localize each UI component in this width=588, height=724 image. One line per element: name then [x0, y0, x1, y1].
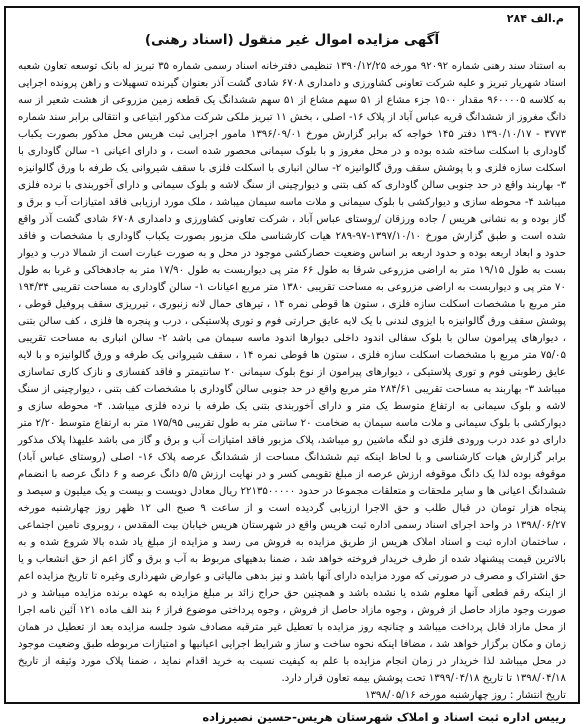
signature-line: رییس اداره ثبت اسناد و املاک شهرستان هریس-حسین نصیرزاده	[202, 710, 566, 724]
notice-frame	[4, 6, 580, 724]
publication-date: تاریخ انتشار : روز چهارشنبه مورخه ۱۳۹۸/۰۵/۱۶	[365, 690, 566, 701]
notice-body: به استناد سند رهنی شماره ۹۲۰۹۲ مورخه ۱۳۹۰/۱۲/۲۵ تنظیمی دفترخانه اسناد رسمی شماره ۳۵ تبریز له بانک توسعه تعاون شعبه استاد شهریار تبریز و علیه شرکت تعاونی کشاورزی و دامداری ۶۷۰۸ شادی گشت آذر بعنوان گیرنده تسهیلات و راهن پرونده اجرایی به کلاسه ۹۶۰۰۰۰۵ مقدار ۱۵۰۰ جزء مشاع از ۵۱ سهم مشاع از ۵۱ سهم ششدانگ یک قطعه زمین مزروعی از هشت شعیر از سه دانگ مغروز از ششدانگ قریه عباس آباد از پلاک ۱۶- اصلی ، بخش ۱۱ تبریز ملکی شرکت مذکور ابتیاعی و انتقالی برابر سند شماره ۳۷۷۳ - ۱۳۹۰/۱۰/۱۷ دفتر ۱۴۵ خواجه که برابر گزارش مورخ ۱۳۹۶/۰۹/۰۱ مامور اجرایی ثبت هریس محل مذکور بصورت یکباب گاوداری با اسکلت ساخته شده بوده و در محل مغروز و با بلوک سیمانی محصور شده است ، و دارای اعیانی ۱- سالن گاوداری با اسکلت سازه فلزی و با پوشش سقف ورق گالوانیزه ۲- سالن انباری با اسکلت فلزی با سقف شیروانی یک طرفه با ورق گالوانیزه ۳- بهاربند واقع در حد جنوبی سالن گاوداری که کف بتنی و دیوارچینی از سنگ لاشه و بلوک سیمانی و دارای آخوربندی با نرده فلزی میباشد ۴- محوطه سازی و دیوارکشی با بلوک سیمانی و ملات ماسه سیمان میباشد ، ملک مورد ارزیابی فاقد امتیازات آب و برق و گاز بوده و به نشانی هریس / جاده ورزقان /روستای عباس آباد ، شرکت تعاونی کشاورزی و دامداری ۶۷۰۸ شادی گشت آذر واقع شده است و طبق گزارش مورخ ۱۳۹۷/۱۰/۱۰-۹۷-۲۸۹ هیات کارشناسی ملک مزبور بصورت یکباب گاوداری با مشخصات و فاقد حدود و ابعاد اربعه بوده و حدود اربعه بر اساس وضعیت حصارکشی موجود در محل و به صورت عبارت است از شمالا درب و دیوار بست به طول ۱۹/۱۵ متر به اراضی مزروعی شرقا به طول ۶۶ متر پی دیواربست به طول ۱۷/۹۰ متر به جادهخاکی و غربا به طول ۷۰ متر پی و دیواربست به اراضی مزروعی به مساحت تقریبی ۱۳۸۰ متر مربع اعیانات ۱- سالن گاوداری به مساحت تقریبی ۱۹۴/۳۴ متر مربع با مشخصات اسکلت سازه فلزی ، ستون ها قوطی نمره ۱۴ ، تیرهای حمال لانه زنبوری ، تیرریزی سقف پروفیل قوطی ، پوشش سقف ورق گالوانیزه با ایزوی لندنی با یک لایه عایق حرارتی فوم و توری پلاستیکی ، درب و پنجره ها فلزی ، کف سالن بتنی ، دیوارهای پیرامون سالن با بلوک سفالی اندود داخلی دیوارها اندود ماسه سیمان می باشد ۲- سالن انباری به مساحت تقریبی ۷۵/۰۵ متر مربع با مشخصات اسکلت سازه فلزی ، ستون ها قوطی نمره ۱۴ ، سقف شیروانی یک طرفه و ورق گالوانیزه و با لایه عایق رطوبتی فوم و توری پلاستیکی ، دیوارهای پیرامون از نوع بلوک سیمانی ۲۰ سانتیمتر و فاقد کفسازی و نازک کاری تماسازی میباشد ۳- بهاربند به مساحت تقریبی ۲۸۴/۶۱ متر مربع واقع در حد جنوبی سالن گاوداری با مشخصات کف بتنی ، دیوارچینی از سنگ لاشه و بلوک سیمانی به ارتفاع متوسط یک متر و دارای آخوربندی بتنی یک طرفه با نرده فلزی میباشد. ۴- محوطه سازی و دیوارکشی با بلوک سیمانی و ملات ماسه سیمان به ضخامت ۲۰ سانتی متر به طول تقریبی ۱۷۵/۹۵ متر به ارتفاع متوسط ۲/۲۰ متر دارای دو عدد درب ورودی فلزی دو لنگه ماشین رو میباشد، پلاک مزبور فاقد امتیازات آب و برق و گاز می باشد علیهذا پلاک مذکور برابر گزارش هیات کارشناسی و با لحاظ اینکه تیم ششدانگ مساحت از ششدانگ عرصه پلاک ۱۶- اصلی (روستای عباس آباد) موقوفه بوده لذا یک دانگ موقوفه ارزش عرصه از مبلغ تقویمی کسر و در نهایت ارزش ۵/۵ دانگ عرصه و ۶ دانگ عرصه با انضمام ششدانگ اعیانی ها و سایر ملحقات و متعلقات مجموعا در حدود ۲۲۱۳۵۰۰۰۰۰ ریال معادل دویست و بیست و یک میلیون و سیصد و پنجاه هزار تومان در قبال طلب و حق الاجرا ارزیابی گردیده است و از ساعت ۹ صبح الی ۱۲ ظهر روز چهارشنبه مورخه ۱۳۹۸/۰۶/۲۷ در واحد اجرای اسناد رسمی اداره ثبت هریس واقع در شهرستان هریس خیابان بیت المقدس ، روبروی تامین اجتماعی ، ساختمان اداره ثبت و اسناد املاک هریس از طریق مزایده به فروش می رسد و مزایده از مبلغ یاد شده بالا شروع شده و به بالاترین قیمت پیشنهاد شده از طرف خریدار فروخته خواهد شد ، ضمنا بدهیهای مربوط به آب و برق و گاز اعم از حق انشعاب و یا حق اشتراک و مصرف در صورتی که مورد مزایده دارای آنها باشد و نیز بدهی مالیاتی و عوارض شهرداری وغیره تا تاریخ مزایده اعم از اینکه رقم قطعی آنها معلوم شده یا نشده باشد و همچنین حق حراج زائد بر مبلغ مزایده به عهده برنده مزایده میباشد و در صورت وجود مازاد حاصل از فروش ، وجوه مازاد حاصل از فروش ، وجوه پرداختی موضوع فراز ۶ بند الف ماده ۱۲۱ آئین نامه اجرا از محل مازاد قابل پرداخت میباشد و چنانچه روز مزایده با تعطیل غیر مترقبه مصادف شود جلسه مزایده بعد از تعطیل در همان زمان و مکان برگزار خواهد شد ، مضافا اینکه نحوه ساخت و ساز و شرایط اجرایی اعیانیها و امتیازات مربوطه طبق وضعیت موجود در محل میباشد لذا خریدار در زمان انجام مزایده با علم به کیفیت نسبت به خرید اقدام نماید ، ضمنا پلاک مورد وثیقه از تاریخ ۱۳۹۸/۰۴/۱۸ تا تاریخ ۱۳۹۹/۰۴/۱۸ تحت پوشش بیمه تعاون قرار دارد.	[18, 61, 566, 684]
reference-number: م.الف ۲۸۴	[506, 12, 564, 25]
notice-title: آگهی مزایده اموال غیر منقول (اسناد رهنی)	[144, 32, 440, 48]
